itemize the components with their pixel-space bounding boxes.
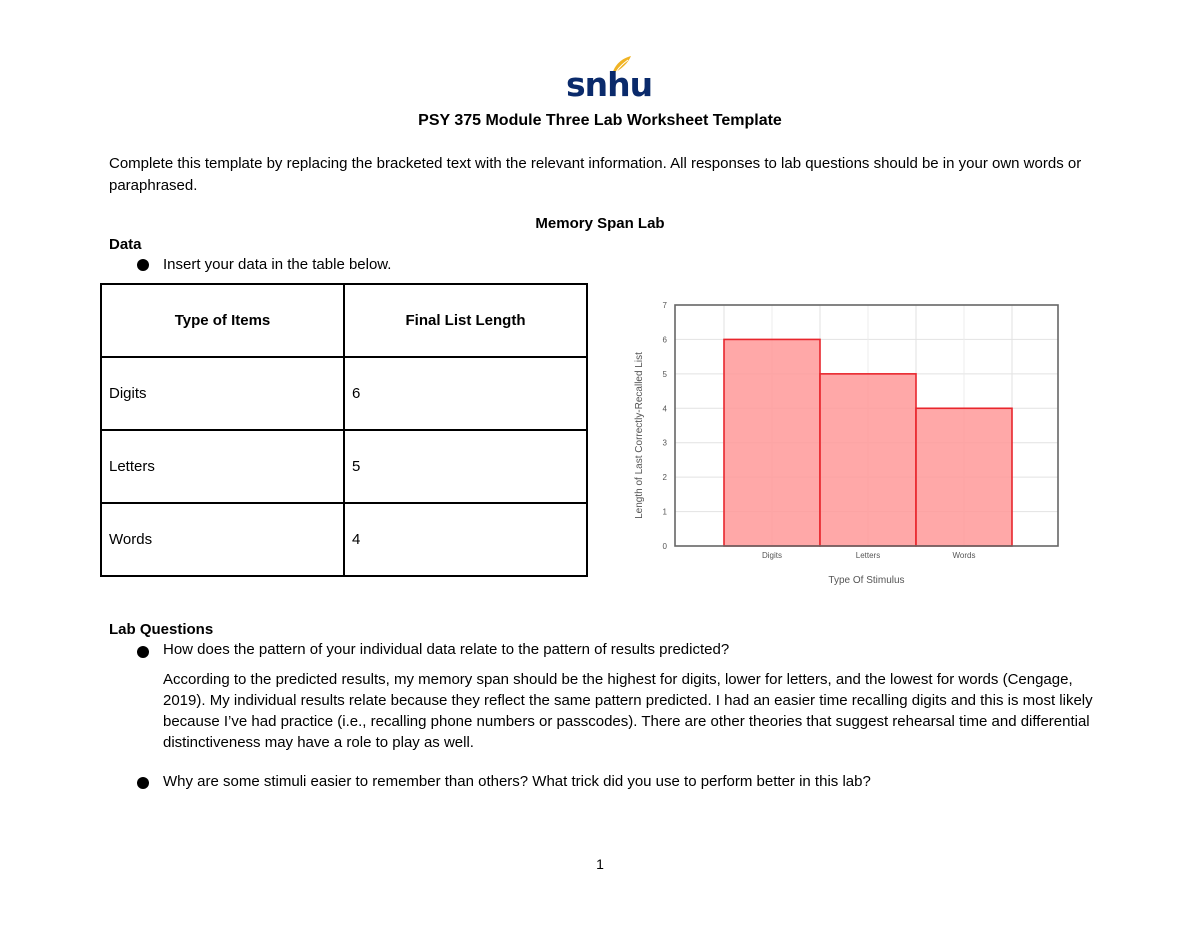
- x-tick-label: Words: [952, 551, 976, 560]
- table-cell: 5: [344, 430, 587, 503]
- document-title: PSY 375 Module Three Lab Worksheet Template: [418, 112, 782, 129]
- data-bullet-text: Insert your data in the table below.: [163, 256, 392, 273]
- bullet-icon: [137, 777, 149, 789]
- y-tick-label: 4: [662, 404, 667, 414]
- bullet-icon: [137, 646, 149, 658]
- intro-paragraph: Complete this template by replacing the bracketed text with the relevant information. All responses to lab questions should be in your own words or paraphrased.: [109, 155, 1082, 194]
- x-tick-label: Letters: [855, 551, 881, 560]
- x-tick-label: Digits: [761, 551, 783, 560]
- table-cell: Digits: [101, 357, 344, 430]
- table-header-cell: Type of Items: [101, 284, 344, 357]
- y-tick-label: 7: [662, 301, 667, 310]
- question-1: How does the pattern of your individual data relate to the pattern of results predicted?: [163, 641, 730, 658]
- x-axis-label: Type Of Stimulus: [828, 575, 905, 586]
- table-cell: Letters: [101, 430, 344, 503]
- y-tick-label: 5: [662, 369, 667, 379]
- table-cell: 6: [344, 357, 587, 430]
- data-heading: Data: [109, 236, 142, 253]
- page-number: 1: [596, 856, 604, 872]
- logo-text: snhu: [566, 65, 653, 104]
- snhu-logo: [560, 54, 653, 104]
- bullet-icon: [137, 259, 149, 271]
- bar: [724, 339, 820, 546]
- y-tick-label: 6: [662, 335, 667, 345]
- data-table: [100, 283, 588, 577]
- y-tick-label: 1: [662, 507, 667, 517]
- y-tick-label: 3: [662, 438, 667, 448]
- table-row: [101, 430, 587, 503]
- table-cell: Words: [101, 503, 344, 576]
- y-axis-label: Length of Last Correctly-Recalled List: [634, 352, 645, 519]
- bar: [916, 408, 1012, 546]
- table-cell: 4: [344, 503, 587, 576]
- lab-title: Memory Span Lab: [535, 215, 665, 232]
- answer-1: According to the predicted results, my memory span should be the highest for digits, lower for letters, and the lowest for words (Cengage, 2019). My individual results relate because they reflect the same pattern predicted. I had an easier time recalling digits and this is most likely because I’ve had practice (i.e., recalling phone numbers or passcodes). There are other theories that suggest rehearsal time and differential distinctiveness may have a role to play as well.: [163, 671, 1093, 751]
- bar-chart: [625, 295, 1070, 590]
- table-row: [101, 357, 587, 430]
- questions-heading: Lab Questions: [109, 621, 214, 638]
- bar: [820, 374, 916, 546]
- table-row: [101, 503, 587, 576]
- table-header-row: [101, 284, 587, 357]
- table-header-cell: Final List Length: [344, 284, 587, 357]
- y-tick-label: 0: [662, 542, 667, 551]
- question-2: Why are some stimuli easier to remember than others? What trick did you use to perform better in this lab?: [163, 773, 871, 790]
- y-tick-label: 2: [662, 473, 667, 483]
